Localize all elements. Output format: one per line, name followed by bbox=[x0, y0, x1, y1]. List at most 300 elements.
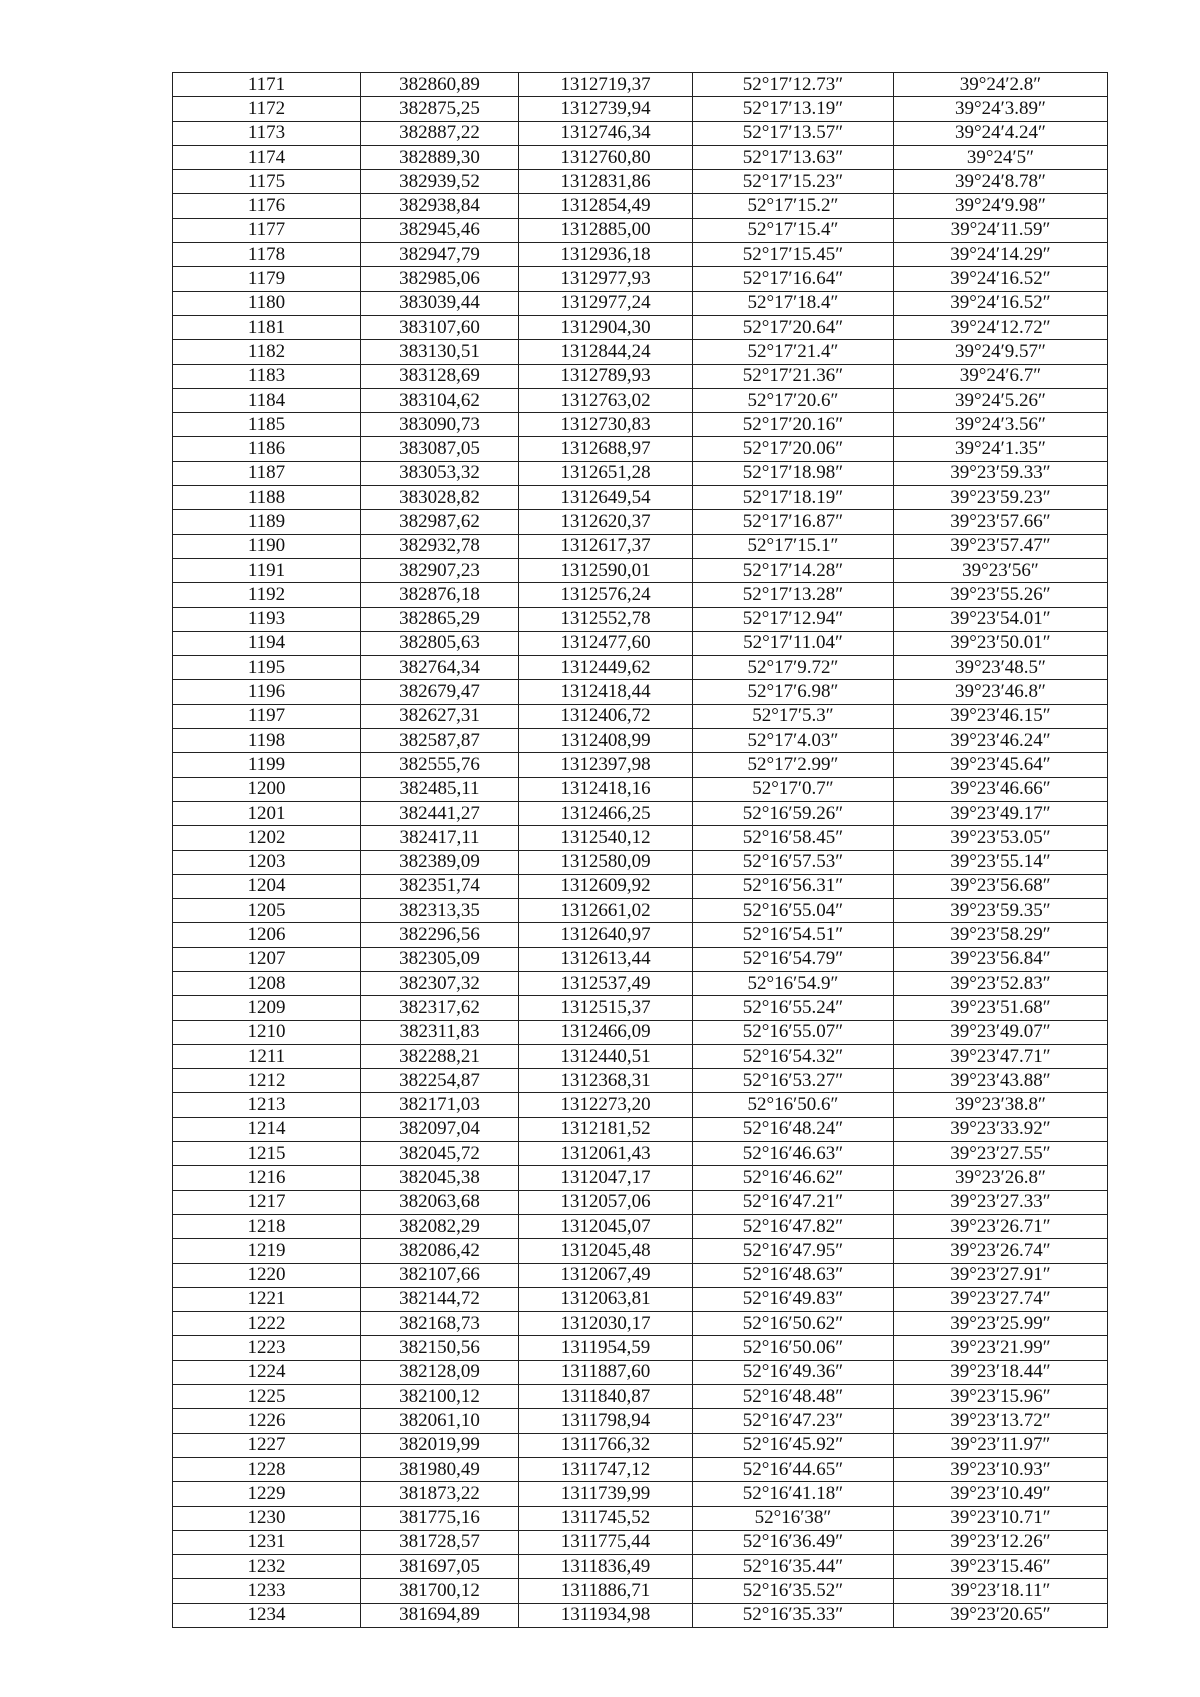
table-row bbox=[173, 388, 1108, 412]
x-coordinate-cell: 382082,29 bbox=[361, 1214, 519, 1238]
y-coordinate-cell: 1312537,49 bbox=[519, 971, 693, 995]
latitude-cell: 52°16′54.32″ bbox=[693, 1044, 894, 1068]
table-row bbox=[173, 1287, 1108, 1311]
y-coordinate-cell: 1312515,37 bbox=[519, 996, 693, 1020]
point-number-cell: 1223 bbox=[173, 1336, 361, 1360]
x-coordinate-cell: 382171,03 bbox=[361, 1093, 519, 1117]
latitude-cell: 52°17′0.7″ bbox=[693, 777, 894, 801]
y-coordinate-cell: 1311766,32 bbox=[519, 1433, 693, 1457]
table-row bbox=[173, 291, 1108, 315]
x-coordinate-cell: 382939,52 bbox=[361, 170, 519, 194]
table-row bbox=[173, 1312, 1108, 1336]
latitude-cell: 52°17′20.06″ bbox=[693, 437, 894, 461]
point-number-cell: 1197 bbox=[173, 704, 361, 728]
longitude-cell: 39°23′56.84″ bbox=[894, 947, 1108, 971]
y-coordinate-cell: 1312047,17 bbox=[519, 1166, 693, 1190]
point-number-cell: 1221 bbox=[173, 1287, 361, 1311]
point-number-cell: 1172 bbox=[173, 97, 361, 121]
table-row bbox=[173, 243, 1108, 267]
y-coordinate-cell: 1312067,49 bbox=[519, 1263, 693, 1287]
point-number-cell: 1217 bbox=[173, 1190, 361, 1214]
table-row bbox=[173, 121, 1108, 145]
longitude-cell: 39°24′16.52″ bbox=[894, 267, 1108, 291]
latitude-cell: 52°16′50.62″ bbox=[693, 1312, 894, 1336]
point-number-cell: 1188 bbox=[173, 486, 361, 510]
table-row bbox=[173, 704, 1108, 728]
latitude-cell: 52°16′38″ bbox=[693, 1506, 894, 1530]
point-number-cell: 1222 bbox=[173, 1312, 361, 1336]
y-coordinate-cell: 1312181,52 bbox=[519, 1117, 693, 1141]
y-coordinate-cell: 1312746,34 bbox=[519, 121, 693, 145]
x-coordinate-cell: 382555,76 bbox=[361, 753, 519, 777]
latitude-cell: 52°17′12.94″ bbox=[693, 607, 894, 631]
table-row bbox=[173, 73, 1108, 97]
table-row bbox=[173, 1093, 1108, 1117]
x-coordinate-cell: 382764,34 bbox=[361, 656, 519, 680]
longitude-cell: 39°23′58.29″ bbox=[894, 923, 1108, 947]
longitude-cell: 39°23′27.33″ bbox=[894, 1190, 1108, 1214]
x-coordinate-cell: 382313,35 bbox=[361, 899, 519, 923]
table-row bbox=[173, 826, 1108, 850]
longitude-cell: 39°24′3.89″ bbox=[894, 97, 1108, 121]
table-row bbox=[173, 315, 1108, 339]
latitude-cell: 52°16′55.04″ bbox=[693, 899, 894, 923]
point-number-cell: 1216 bbox=[173, 1166, 361, 1190]
y-coordinate-cell: 1312977,93 bbox=[519, 267, 693, 291]
x-coordinate-cell: 382875,25 bbox=[361, 97, 519, 121]
longitude-cell: 39°23′55.26″ bbox=[894, 583, 1108, 607]
latitude-cell: 52°17′9.72″ bbox=[693, 656, 894, 680]
longitude-cell: 39°23′54.01″ bbox=[894, 607, 1108, 631]
point-number-cell: 1232 bbox=[173, 1555, 361, 1579]
x-coordinate-cell: 382097,04 bbox=[361, 1117, 519, 1141]
longitude-cell: 39°23′15.96″ bbox=[894, 1385, 1108, 1409]
y-coordinate-cell: 1312590,01 bbox=[519, 558, 693, 582]
x-coordinate-cell: 382311,83 bbox=[361, 1020, 519, 1044]
point-number-cell: 1194 bbox=[173, 631, 361, 655]
y-coordinate-cell: 1312057,06 bbox=[519, 1190, 693, 1214]
point-number-cell: 1209 bbox=[173, 996, 361, 1020]
x-coordinate-cell: 381980,49 bbox=[361, 1457, 519, 1481]
longitude-cell: 39°23′56″ bbox=[894, 558, 1108, 582]
x-coordinate-cell: 381694,89 bbox=[361, 1603, 519, 1627]
coordinates-table bbox=[172, 72, 1108, 1628]
table-row bbox=[173, 1020, 1108, 1044]
y-coordinate-cell: 1312640,97 bbox=[519, 923, 693, 947]
y-coordinate-cell: 1312576,24 bbox=[519, 583, 693, 607]
y-coordinate-cell: 1312273,20 bbox=[519, 1093, 693, 1117]
latitude-cell: 52°16′44.65″ bbox=[693, 1457, 894, 1481]
table-row bbox=[173, 1457, 1108, 1481]
latitude-cell: 52°17′20.16″ bbox=[693, 413, 894, 437]
latitude-cell: 52°17′13.19″ bbox=[693, 97, 894, 121]
point-number-cell: 1180 bbox=[173, 291, 361, 315]
longitude-cell: 39°23′26.8″ bbox=[894, 1166, 1108, 1190]
table-row bbox=[173, 1530, 1108, 1554]
longitude-cell: 39°23′25.99″ bbox=[894, 1312, 1108, 1336]
x-coordinate-cell: 382389,09 bbox=[361, 850, 519, 874]
x-coordinate-cell: 382019,99 bbox=[361, 1433, 519, 1457]
table-row bbox=[173, 413, 1108, 437]
x-coordinate-cell: 381700,12 bbox=[361, 1579, 519, 1603]
y-coordinate-cell: 1312063,81 bbox=[519, 1287, 693, 1311]
table-row bbox=[173, 461, 1108, 485]
point-number-cell: 1171 bbox=[173, 73, 361, 97]
table-row bbox=[173, 218, 1108, 242]
x-coordinate-cell: 383104,62 bbox=[361, 388, 519, 412]
longitude-cell: 39°23′10.93″ bbox=[894, 1457, 1108, 1481]
y-coordinate-cell: 1311836,49 bbox=[519, 1555, 693, 1579]
y-coordinate-cell: 1311775,44 bbox=[519, 1530, 693, 1554]
point-number-cell: 1206 bbox=[173, 923, 361, 947]
y-coordinate-cell: 1312936,18 bbox=[519, 243, 693, 267]
table-row bbox=[173, 97, 1108, 121]
y-coordinate-cell: 1312613,44 bbox=[519, 947, 693, 971]
table-row bbox=[173, 510, 1108, 534]
point-number-cell: 1227 bbox=[173, 1433, 361, 1457]
table-row bbox=[173, 777, 1108, 801]
table-row bbox=[173, 558, 1108, 582]
table-row bbox=[173, 1239, 1108, 1263]
table-row bbox=[173, 267, 1108, 291]
y-coordinate-cell: 1312449,62 bbox=[519, 656, 693, 680]
y-coordinate-cell: 1312651,28 bbox=[519, 461, 693, 485]
longitude-cell: 39°24′8.78″ bbox=[894, 170, 1108, 194]
table-row bbox=[173, 364, 1108, 388]
table-row bbox=[173, 1069, 1108, 1093]
y-coordinate-cell: 1311739,99 bbox=[519, 1482, 693, 1506]
point-number-cell: 1225 bbox=[173, 1385, 361, 1409]
longitude-cell: 39°24′9.57″ bbox=[894, 340, 1108, 364]
x-coordinate-cell: 382150,56 bbox=[361, 1336, 519, 1360]
point-number-cell: 1220 bbox=[173, 1263, 361, 1287]
latitude-cell: 52°17′20.6″ bbox=[693, 388, 894, 412]
latitude-cell: 52°17′6.98″ bbox=[693, 680, 894, 704]
point-number-cell: 1212 bbox=[173, 1069, 361, 1093]
latitude-cell: 52°17′16.64″ bbox=[693, 267, 894, 291]
latitude-cell: 52°17′20.64″ bbox=[693, 315, 894, 339]
latitude-cell: 52°17′15.4″ bbox=[693, 218, 894, 242]
y-coordinate-cell: 1312030,17 bbox=[519, 1312, 693, 1336]
table-row bbox=[173, 1336, 1108, 1360]
x-coordinate-cell: 382305,09 bbox=[361, 947, 519, 971]
longitude-cell: 39°23′55.14″ bbox=[894, 850, 1108, 874]
longitude-cell: 39°23′53.05″ bbox=[894, 826, 1108, 850]
latitude-cell: 52°17′4.03″ bbox=[693, 729, 894, 753]
latitude-cell: 52°17′5.3″ bbox=[693, 704, 894, 728]
table-row bbox=[173, 899, 1108, 923]
point-number-cell: 1179 bbox=[173, 267, 361, 291]
x-coordinate-cell: 382168,73 bbox=[361, 1312, 519, 1336]
y-coordinate-cell: 1312620,37 bbox=[519, 510, 693, 534]
table-row bbox=[173, 1142, 1108, 1166]
point-number-cell: 1205 bbox=[173, 899, 361, 923]
y-coordinate-cell: 1312477,60 bbox=[519, 631, 693, 655]
longitude-cell: 39°23′52.83″ bbox=[894, 971, 1108, 995]
longitude-cell: 39°23′11.97″ bbox=[894, 1433, 1108, 1457]
coordinates-table-body bbox=[173, 73, 1108, 1628]
x-coordinate-cell: 383053,32 bbox=[361, 461, 519, 485]
latitude-cell: 52°16′58.45″ bbox=[693, 826, 894, 850]
point-number-cell: 1185 bbox=[173, 413, 361, 437]
latitude-cell: 52°17′21.36″ bbox=[693, 364, 894, 388]
longitude-cell: 39°23′20.65″ bbox=[894, 1603, 1108, 1627]
table-row bbox=[173, 1044, 1108, 1068]
point-number-cell: 1176 bbox=[173, 194, 361, 218]
point-number-cell: 1234 bbox=[173, 1603, 361, 1627]
y-coordinate-cell: 1312045,07 bbox=[519, 1214, 693, 1238]
longitude-cell: 39°23′59.35″ bbox=[894, 899, 1108, 923]
table-row bbox=[173, 1190, 1108, 1214]
latitude-cell: 52°16′45.92″ bbox=[693, 1433, 894, 1457]
latitude-cell: 52°16′41.18″ bbox=[693, 1482, 894, 1506]
latitude-cell: 52°17′12.73″ bbox=[693, 73, 894, 97]
x-coordinate-cell: 382938,84 bbox=[361, 194, 519, 218]
y-coordinate-cell: 1312904,30 bbox=[519, 315, 693, 339]
point-number-cell: 1199 bbox=[173, 753, 361, 777]
point-number-cell: 1219 bbox=[173, 1239, 361, 1263]
table-row bbox=[173, 1603, 1108, 1627]
longitude-cell: 39°23′10.49″ bbox=[894, 1482, 1108, 1506]
table-row bbox=[173, 631, 1108, 655]
table-row bbox=[173, 1579, 1108, 1603]
x-coordinate-cell: 382045,38 bbox=[361, 1166, 519, 1190]
x-coordinate-cell: 382889,30 bbox=[361, 145, 519, 169]
x-coordinate-cell: 382932,78 bbox=[361, 534, 519, 558]
y-coordinate-cell: 1312440,51 bbox=[519, 1044, 693, 1068]
table-row bbox=[173, 607, 1108, 631]
latitude-cell: 52°17′18.98″ bbox=[693, 461, 894, 485]
latitude-cell: 52°17′16.87″ bbox=[693, 510, 894, 534]
point-number-cell: 1229 bbox=[173, 1482, 361, 1506]
x-coordinate-cell: 383087,05 bbox=[361, 437, 519, 461]
latitude-cell: 52°17′15.2″ bbox=[693, 194, 894, 218]
y-coordinate-cell: 1312844,24 bbox=[519, 340, 693, 364]
y-coordinate-cell: 1312977,24 bbox=[519, 291, 693, 315]
table-row bbox=[173, 971, 1108, 995]
latitude-cell: 52°16′49.83″ bbox=[693, 1287, 894, 1311]
latitude-cell: 52°17′15.1″ bbox=[693, 534, 894, 558]
table-row bbox=[173, 947, 1108, 971]
y-coordinate-cell: 1311747,12 bbox=[519, 1457, 693, 1481]
latitude-cell: 52°16′46.62″ bbox=[693, 1166, 894, 1190]
latitude-cell: 52°16′56.31″ bbox=[693, 874, 894, 898]
x-coordinate-cell: 382045,72 bbox=[361, 1142, 519, 1166]
point-number-cell: 1213 bbox=[173, 1093, 361, 1117]
y-coordinate-cell: 1312760,80 bbox=[519, 145, 693, 169]
point-number-cell: 1200 bbox=[173, 777, 361, 801]
y-coordinate-cell: 1311745,52 bbox=[519, 1506, 693, 1530]
point-number-cell: 1178 bbox=[173, 243, 361, 267]
x-coordinate-cell: 382947,79 bbox=[361, 243, 519, 267]
y-coordinate-cell: 1312418,44 bbox=[519, 680, 693, 704]
x-coordinate-cell: 382144,72 bbox=[361, 1287, 519, 1311]
point-number-cell: 1175 bbox=[173, 170, 361, 194]
point-number-cell: 1187 bbox=[173, 461, 361, 485]
longitude-cell: 39°23′27.74″ bbox=[894, 1287, 1108, 1311]
y-coordinate-cell: 1312418,16 bbox=[519, 777, 693, 801]
point-number-cell: 1228 bbox=[173, 1457, 361, 1481]
y-coordinate-cell: 1312831,86 bbox=[519, 170, 693, 194]
longitude-cell: 39°24′5.26″ bbox=[894, 388, 1108, 412]
point-number-cell: 1186 bbox=[173, 437, 361, 461]
x-coordinate-cell: 382679,47 bbox=[361, 680, 519, 704]
longitude-cell: 39°23′18.44″ bbox=[894, 1360, 1108, 1384]
x-coordinate-cell: 382128,09 bbox=[361, 1360, 519, 1384]
x-coordinate-cell: 381697,05 bbox=[361, 1555, 519, 1579]
latitude-cell: 52°16′47.23″ bbox=[693, 1409, 894, 1433]
longitude-cell: 39°23′43.88″ bbox=[894, 1069, 1108, 1093]
table-row bbox=[173, 923, 1108, 947]
x-coordinate-cell: 381728,57 bbox=[361, 1530, 519, 1554]
y-coordinate-cell: 1311886,71 bbox=[519, 1579, 693, 1603]
y-coordinate-cell: 1312580,09 bbox=[519, 850, 693, 874]
x-coordinate-cell: 382987,62 bbox=[361, 510, 519, 534]
latitude-cell: 52°16′55.07″ bbox=[693, 1020, 894, 1044]
point-number-cell: 1201 bbox=[173, 801, 361, 825]
longitude-cell: 39°24′2.8″ bbox=[894, 73, 1108, 97]
x-coordinate-cell: 382876,18 bbox=[361, 583, 519, 607]
y-coordinate-cell: 1312854,49 bbox=[519, 194, 693, 218]
y-coordinate-cell: 1312688,97 bbox=[519, 437, 693, 461]
point-number-cell: 1226 bbox=[173, 1409, 361, 1433]
longitude-cell: 39°24′12.72″ bbox=[894, 315, 1108, 339]
table-row bbox=[173, 1385, 1108, 1409]
table-row bbox=[173, 194, 1108, 218]
longitude-cell: 39°23′26.74″ bbox=[894, 1239, 1108, 1263]
point-number-cell: 1218 bbox=[173, 1214, 361, 1238]
longitude-cell: 39°23′18.11″ bbox=[894, 1579, 1108, 1603]
latitude-cell: 52°16′53.27″ bbox=[693, 1069, 894, 1093]
x-coordinate-cell: 383107,60 bbox=[361, 315, 519, 339]
y-coordinate-cell: 1312609,92 bbox=[519, 874, 693, 898]
latitude-cell: 52°16′47.21″ bbox=[693, 1190, 894, 1214]
point-number-cell: 1215 bbox=[173, 1142, 361, 1166]
longitude-cell: 39°23′57.47″ bbox=[894, 534, 1108, 558]
latitude-cell: 52°17′21.4″ bbox=[693, 340, 894, 364]
latitude-cell: 52°16′48.48″ bbox=[693, 1385, 894, 1409]
latitude-cell: 52°17′13.57″ bbox=[693, 121, 894, 145]
longitude-cell: 39°23′59.23″ bbox=[894, 486, 1108, 510]
table-row bbox=[173, 583, 1108, 607]
latitude-cell: 52°16′35.33″ bbox=[693, 1603, 894, 1627]
point-number-cell: 1210 bbox=[173, 1020, 361, 1044]
longitude-cell: 39°24′1.35″ bbox=[894, 437, 1108, 461]
x-coordinate-cell: 381775,16 bbox=[361, 1506, 519, 1530]
table-row bbox=[173, 145, 1108, 169]
y-coordinate-cell: 1312408,99 bbox=[519, 729, 693, 753]
latitude-cell: 52°16′57.53″ bbox=[693, 850, 894, 874]
table-row bbox=[173, 1360, 1108, 1384]
table-row bbox=[173, 1166, 1108, 1190]
latitude-cell: 52°17′18.19″ bbox=[693, 486, 894, 510]
y-coordinate-cell: 1312540,12 bbox=[519, 826, 693, 850]
longitude-cell: 39°23′27.55″ bbox=[894, 1142, 1108, 1166]
point-number-cell: 1198 bbox=[173, 729, 361, 753]
y-coordinate-cell: 1312730,83 bbox=[519, 413, 693, 437]
x-coordinate-cell: 382254,87 bbox=[361, 1069, 519, 1093]
longitude-cell: 39°23′56.68″ bbox=[894, 874, 1108, 898]
latitude-cell: 52°16′48.24″ bbox=[693, 1117, 894, 1141]
point-number-cell: 1231 bbox=[173, 1530, 361, 1554]
latitude-cell: 52°16′49.36″ bbox=[693, 1360, 894, 1384]
longitude-cell: 39°23′38.8″ bbox=[894, 1093, 1108, 1117]
y-coordinate-cell: 1312397,98 bbox=[519, 753, 693, 777]
y-coordinate-cell: 1312552,78 bbox=[519, 607, 693, 631]
x-coordinate-cell: 382107,66 bbox=[361, 1263, 519, 1287]
point-number-cell: 1184 bbox=[173, 388, 361, 412]
y-coordinate-cell: 1311840,87 bbox=[519, 1385, 693, 1409]
longitude-cell: 39°23′10.71″ bbox=[894, 1506, 1108, 1530]
latitude-cell: 52°17′18.4″ bbox=[693, 291, 894, 315]
longitude-cell: 39°23′46.66″ bbox=[894, 777, 1108, 801]
longitude-cell: 39°23′45.64″ bbox=[894, 753, 1108, 777]
table-row bbox=[173, 1506, 1108, 1530]
latitude-cell: 52°16′47.82″ bbox=[693, 1214, 894, 1238]
point-number-cell: 1207 bbox=[173, 947, 361, 971]
table-row bbox=[173, 874, 1108, 898]
table-row bbox=[173, 753, 1108, 777]
longitude-cell: 39°23′48.5″ bbox=[894, 656, 1108, 680]
table-row bbox=[173, 801, 1108, 825]
x-coordinate-cell: 382317,62 bbox=[361, 996, 519, 1020]
longitude-cell: 39°23′47.71″ bbox=[894, 1044, 1108, 1068]
y-coordinate-cell: 1311934,98 bbox=[519, 1603, 693, 1627]
longitude-cell: 39°23′46.8″ bbox=[894, 680, 1108, 704]
x-coordinate-cell: 382587,87 bbox=[361, 729, 519, 753]
latitude-cell: 52°16′54.9″ bbox=[693, 971, 894, 995]
y-coordinate-cell: 1311887,60 bbox=[519, 1360, 693, 1384]
table-row bbox=[173, 437, 1108, 461]
y-coordinate-cell: 1311954,59 bbox=[519, 1336, 693, 1360]
point-number-cell: 1177 bbox=[173, 218, 361, 242]
y-coordinate-cell: 1312368,31 bbox=[519, 1069, 693, 1093]
latitude-cell: 52°16′36.49″ bbox=[693, 1530, 894, 1554]
latitude-cell: 52°16′35.44″ bbox=[693, 1555, 894, 1579]
y-coordinate-cell: 1312406,72 bbox=[519, 704, 693, 728]
x-coordinate-cell: 382307,32 bbox=[361, 971, 519, 995]
point-number-cell: 1233 bbox=[173, 1579, 361, 1603]
x-coordinate-cell: 382907,23 bbox=[361, 558, 519, 582]
y-coordinate-cell: 1312061,43 bbox=[519, 1142, 693, 1166]
x-coordinate-cell: 382417,11 bbox=[361, 826, 519, 850]
latitude-cell: 52°16′59.26″ bbox=[693, 801, 894, 825]
x-coordinate-cell: 383130,51 bbox=[361, 340, 519, 364]
y-coordinate-cell: 1312719,37 bbox=[519, 73, 693, 97]
table-row bbox=[173, 729, 1108, 753]
y-coordinate-cell: 1312661,02 bbox=[519, 899, 693, 923]
point-number-cell: 1211 bbox=[173, 1044, 361, 1068]
table-row bbox=[173, 486, 1108, 510]
x-coordinate-cell: 382985,06 bbox=[361, 267, 519, 291]
latitude-cell: 52°16′54.79″ bbox=[693, 947, 894, 971]
x-coordinate-cell: 382887,22 bbox=[361, 121, 519, 145]
x-coordinate-cell: 382627,31 bbox=[361, 704, 519, 728]
table-row bbox=[173, 1433, 1108, 1457]
longitude-cell: 39°23′49.17″ bbox=[894, 801, 1108, 825]
x-coordinate-cell: 382061,10 bbox=[361, 1409, 519, 1433]
longitude-cell: 39°23′15.46″ bbox=[894, 1555, 1108, 1579]
y-coordinate-cell: 1312466,25 bbox=[519, 801, 693, 825]
longitude-cell: 39°24′6.7″ bbox=[894, 364, 1108, 388]
latitude-cell: 52°17′13.28″ bbox=[693, 583, 894, 607]
point-number-cell: 1193 bbox=[173, 607, 361, 631]
latitude-cell: 52°16′50.6″ bbox=[693, 1093, 894, 1117]
x-coordinate-cell: 382865,29 bbox=[361, 607, 519, 631]
latitude-cell: 52°16′35.52″ bbox=[693, 1579, 894, 1603]
longitude-cell: 39°24′16.52″ bbox=[894, 291, 1108, 315]
y-coordinate-cell: 1312885,00 bbox=[519, 218, 693, 242]
